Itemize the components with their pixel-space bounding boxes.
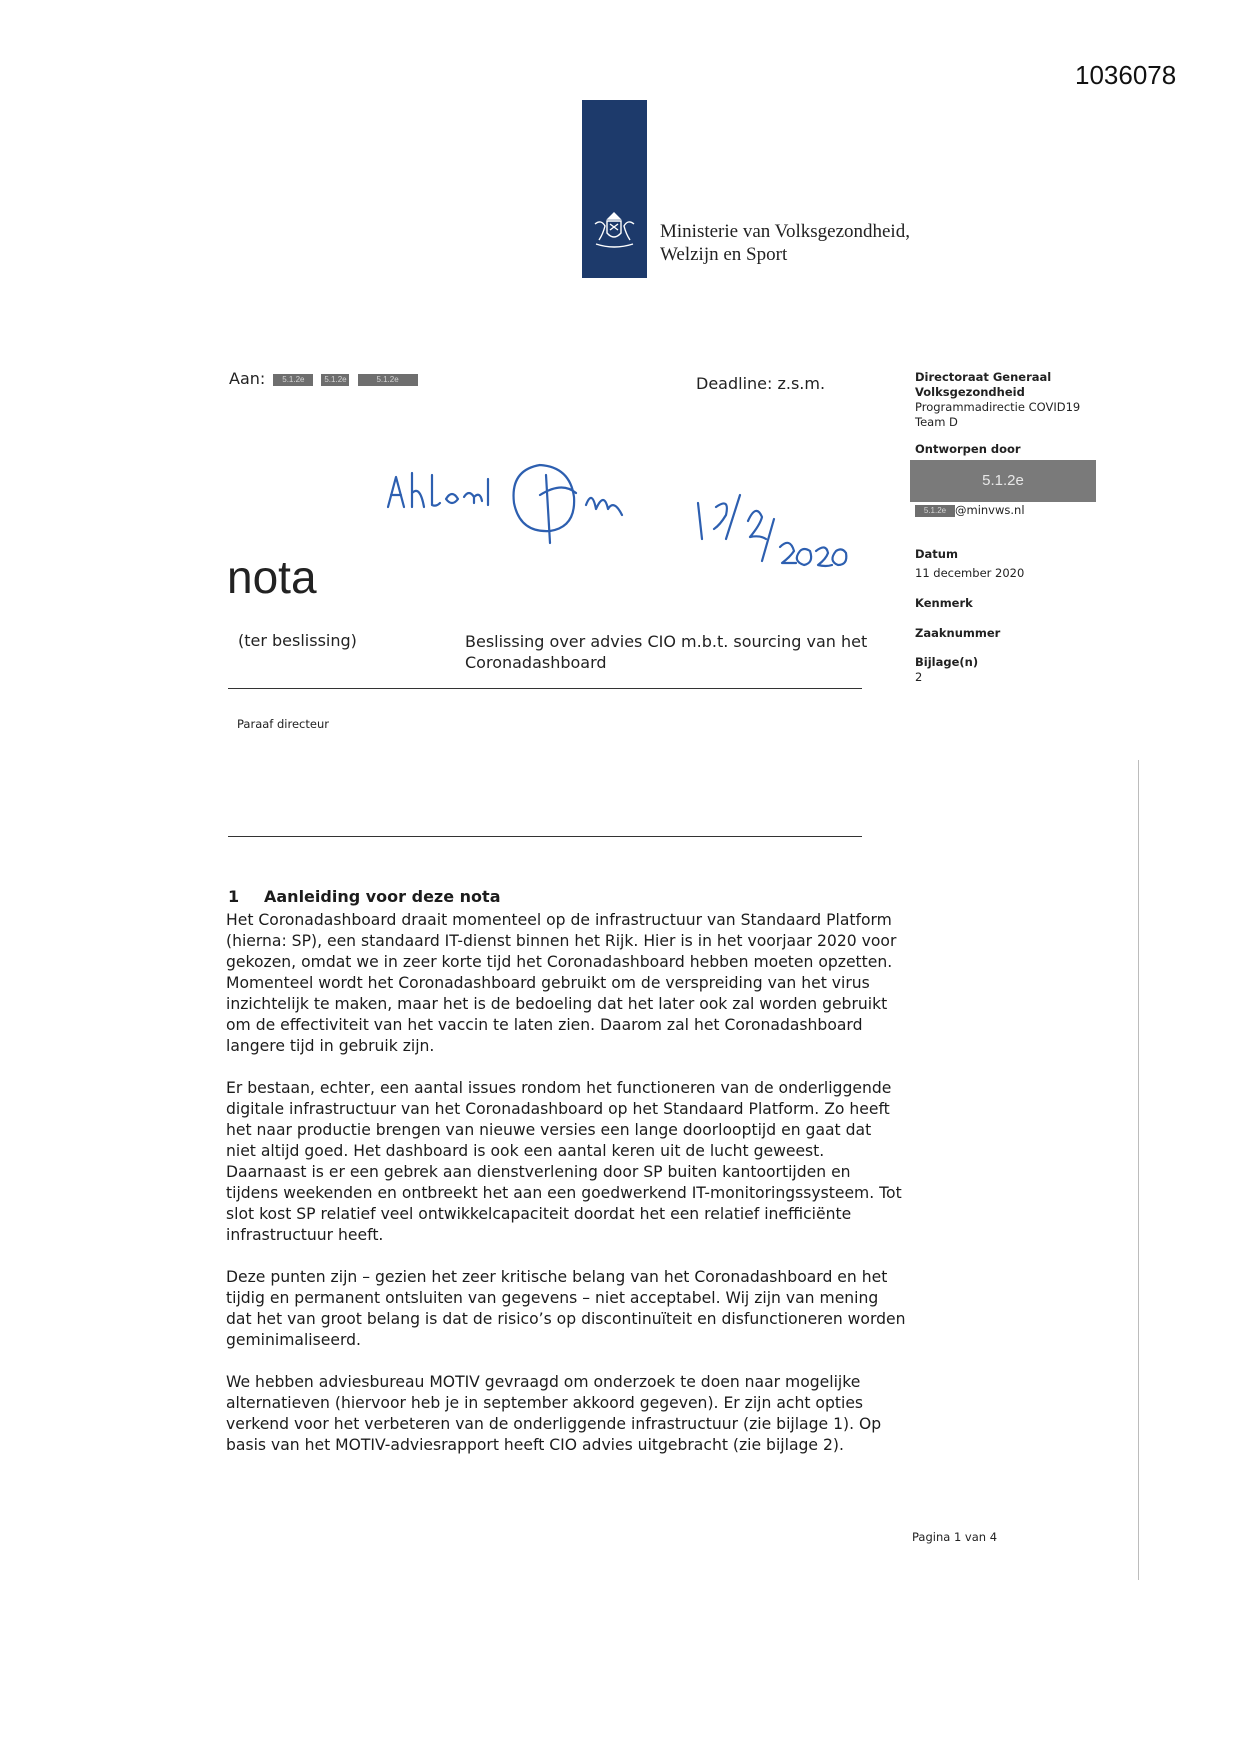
aan-label: Aan: (229, 369, 266, 388)
org-line-4: Team D (915, 415, 958, 429)
datum-label: Datum (915, 547, 958, 561)
rijksoverheid-logo (582, 100, 647, 278)
document-type: (ter beslissing) (238, 631, 357, 650)
section-heading (228, 887, 500, 906)
handwritten-approval-signature (380, 455, 890, 585)
org-line-2: Volksgezondheid (915, 385, 1025, 399)
section-number: 1 (228, 887, 240, 906)
redaction-box: 5.1.2e (273, 374, 313, 386)
org-line-3: Programmadirectie COVID19 (915, 400, 1081, 414)
kenmerk-label: Kenmerk (915, 596, 973, 610)
ministry-line-1: Ministerie van Volksgezondheid, (660, 221, 910, 242)
datum-value: 11 december 2020 (915, 566, 1025, 580)
author-email (915, 503, 1025, 518)
ontworpen-door-label: Ontworpen door (915, 442, 1021, 456)
document-subject: Beslissing over advies CIO m.b.t. sourcing van het Coronadashboard (465, 632, 868, 672)
paragraph: Er bestaan, echter, een aantal issues rondom het functioneren van de onderliggende digitale infrastructuur van het Coronadashboard op het Standaard Platform. Zo heeft het naar productie brengen van nieuwe versies een lange doorlooptijd en gaat dat niet altijd goed. Het dashboard is ook een aantal keren uit de lucht geweest. Daarnaast is er een gebrek aan dienstverlening door SP buiten kantoortijden en tijdens weekenden en ontbreekt het aan een goedwerkend IT-monitoringssysteem. Tot slot kost SP relatief veel ontwikkelcapaciteit doordat het een relatief inefficiënte infrastructuur heeft. (226, 1079, 902, 1244)
document-id: 1036078 (1075, 60, 1177, 90)
paraaf-directeur-label: Paraaf directeur (237, 717, 329, 731)
redaction-box: 5.1.2e (321, 374, 349, 386)
bijlage-value: 2 (915, 670, 923, 684)
divider-line (228, 688, 862, 689)
org-line-1: Directoraat Generaal (915, 370, 1052, 384)
coat-of-arms-icon (590, 210, 639, 250)
divider-line (228, 836, 862, 837)
paragraph: Het Coronadashboard draait momenteel op de infrastructuur van Standaard Platform (hierna: SP), een standaard IT-dienst binnen het Rijk. Hier is in het voorjaar 2020 voor gekozen, omdat we in zeer korte tijd het Coronadashboard hebben moeten opzetten. Momenteel wordt het Coronadashboard gebruikt om de verspreiding van het virus inzichtelijk te maken, maar het is de bedoeling dat het later ook zal worden gebruikt om de effectiviteit van het vaccin te laten zien. Daarom zal het Coronadashboard langere tijd in gebruik zijn. (226, 911, 897, 1055)
document-title: nota (227, 551, 317, 603)
recipient-line (229, 369, 418, 388)
paragraph: We hebben adviesbureau MOTIV gevraagd om onderzoek te doen naar mogelijke alternatieven (hiervoor heb je in september akkoord gegeven). Er zijn acht opties verkend voor het verbeteren van de onderliggende infrastructuur (zie bijlage 1). Op basis van het MOTIV-adviesrapport heeft CIO advies uitgebracht (zie bijlage 2). (226, 1373, 882, 1454)
email-redaction-box: 5.1.2e (915, 505, 955, 517)
section-title: Aanleiding voor deze nota (264, 887, 501, 906)
page-number: Pagina 1 van 4 (912, 1530, 998, 1544)
sidebar-organisation (915, 370, 1080, 430)
scan-margin-line (1138, 760, 1139, 1580)
email-domain: @minvws.nl (955, 503, 1025, 517)
ministry-name (660, 220, 910, 266)
paragraph: Deze punten zijn – gezien het zeer kritische belang van het Coronadashboard en het tijdig en permanent ontsluiten van gegevens – niet acceptabel. Wij zijn van mening dat het van groot belang is dat de risico’s op discontinuïteit en disfunctioneren worden geminimaliseerd. (226, 1268, 906, 1349)
redaction-box: 5.1.2e (358, 374, 418, 386)
ministry-line-2: Welzijn en Sport (660, 244, 788, 265)
zaaknummer-label: Zaaknummer (915, 626, 1001, 640)
section-body (226, 910, 906, 1477)
deadline: Deadline: z.s.m. (696, 374, 826, 393)
author-redaction-box: 5.1.2e (910, 460, 1096, 502)
bijlage-label: Bijlage(n) (915, 655, 979, 669)
